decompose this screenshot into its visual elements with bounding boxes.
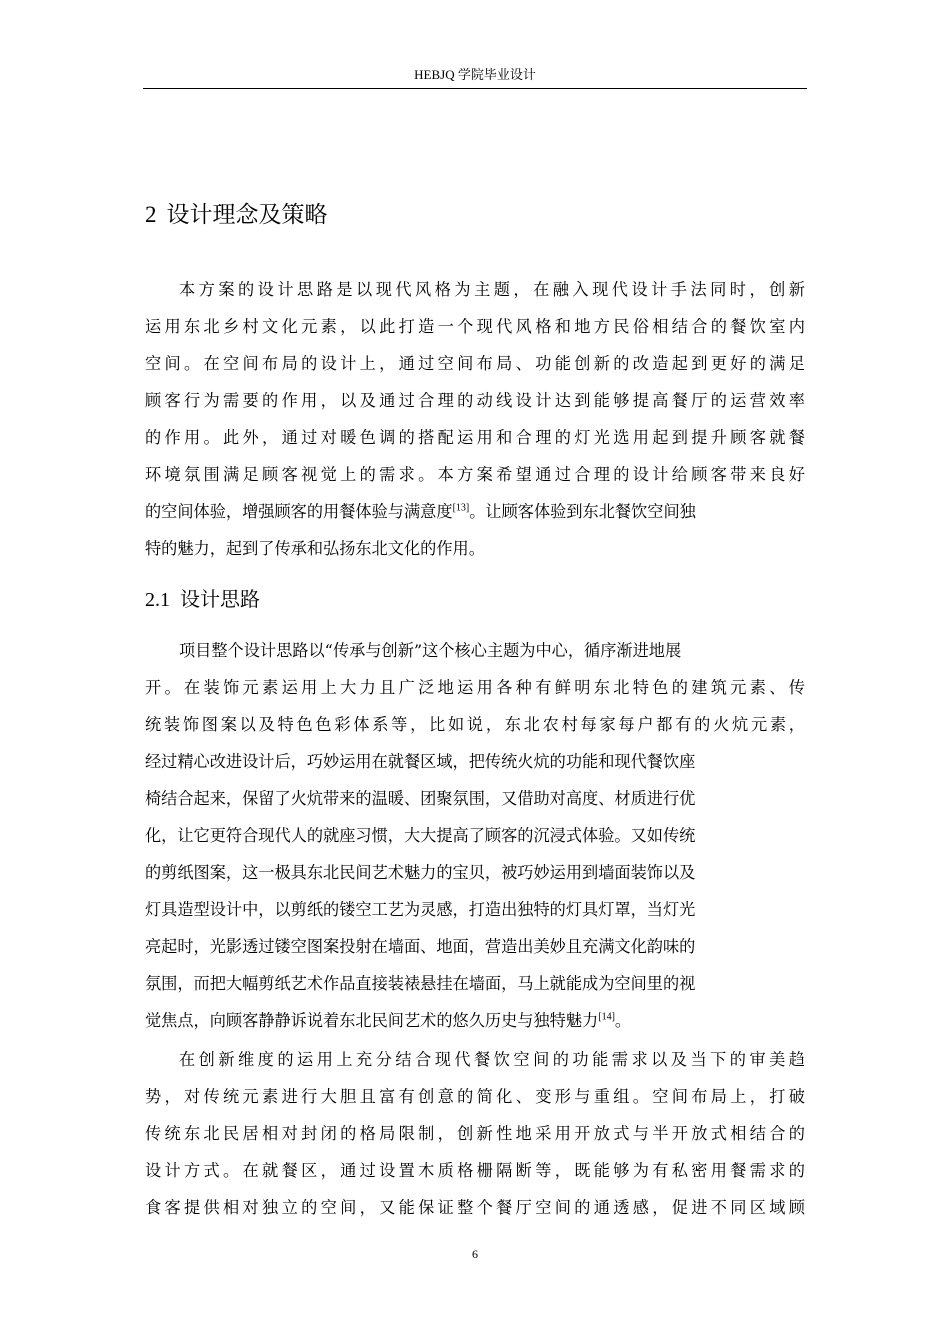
paragraph-line: 空间。在空间布局的设计上，通过空间布局、功能创新的改造起到更好的满足: [145, 354, 805, 373]
paragraph-design-idea: [145, 632, 805, 1039]
paragraph-line: [145, 1002, 805, 1039]
citation-marker: [13]: [452, 502, 470, 514]
paragraph-line: 设计方式。在就餐区，通过设置木质格栅隔断等，既能够为有私密用餐需求的: [145, 1161, 805, 1180]
paragraph-line: 的剪纸图案，这一极具东北民间艺术魅力的宝贝，被巧妙运用到墙面装饰以及: [145, 863, 696, 882]
paragraph-innovation: [145, 1041, 805, 1226]
chapter-number: 2: [145, 202, 157, 227]
section-number: 2.1: [145, 589, 170, 611]
paragraph-design-concept: [145, 271, 805, 567]
paragraph-line: 顾客行为需要的作用，以及通过合理的动线设计达到能够提高餐厅的运营效率: [145, 391, 805, 410]
paragraph-line: 亮起时，光影透过镂空图案投射在墙面、地面，营造出美妙且充满文化韵味的: [145, 937, 696, 956]
paragraph-line: 在创新维度的运用上充分结合现代餐饮空间的功能需求以及当下的审美趋: [179, 1050, 805, 1069]
paragraph-line: 环境氛围满足顾客视觉上的需求。本方案希望通过合理的设计给顾客带来良好: [145, 465, 805, 484]
paragraph-line: 的作用。此外，通过对暖色调的搭配运用和合理的灯光选用起到提升顾客就餐: [145, 428, 805, 447]
section-title-text: 设计思路: [180, 587, 260, 611]
citation-marker: [14]: [598, 1011, 615, 1023]
line-text: 。: [614, 1011, 632, 1030]
line-text: 的空间体验，增强顾客的用餐体验与满意度: [145, 502, 453, 521]
chapter-title-text: 设计理念及策略: [166, 202, 328, 228]
paragraph-line: 势，对传统元素进行大胆且富有创意的简化、变形与重组。空间布局上，打破: [145, 1087, 805, 1106]
paragraph-line: 灯具造型设计中，以剪纸的镂空工艺为灵感，打造出独特的灯具灯罩，当灯光: [145, 900, 696, 919]
paragraph-line: 开。在装饰元素运用上大力且广泛地运用各种有鲜明东北特色的建筑元素、传: [145, 678, 805, 697]
paragraph-line: 椅结合起来，保留了火炕带来的温暖、团聚氛围，又借助对高度、材质进行优: [145, 789, 696, 808]
paragraph-line: 传统东北民居相对封闭的格局限制，创新性地采用开放式与半开放式相结合的: [145, 1124, 805, 1143]
paragraph-line: 统装饰图案以及特色色彩体系等，比如说，东北农村每家每户都有的火炕元素，: [145, 715, 805, 734]
page-header: [143, 66, 807, 89]
section-title: [145, 582, 260, 617]
paragraph-line: 项目整个设计思路以“传承与创新”这个核心主题为中心，循序渐进地展: [179, 641, 682, 660]
paragraph-line: 本方案的设计思路是以现代风格为主题，在融入现代设计手法同时，创新: [179, 280, 805, 299]
line-text: 。让顾客体验到东北餐饮空间独: [469, 502, 696, 521]
paragraph-line: [145, 493, 805, 530]
paragraph-line: 食客提供相对独立的空间，又能保证整个餐厅空间的通透感，促进不同区域顾: [145, 1198, 805, 1217]
paragraph-line: 经过精心改进设计后，巧妙运用在就餐区域，把传统火炕的功能和现代餐饮座: [145, 752, 696, 771]
line-text: 觉焦点，向顾客静静诉说着东北民间艺术的悠久历史与独特魅力: [145, 1011, 599, 1030]
paragraph-line: 化，让它更符合现代人的就座习惯，大大提高了顾客的沉浸式体验。又如传统: [145, 826, 696, 845]
paragraph-line: 运用东北乡村文化元素，以此打造一个现代风格和地方民俗相结合的餐饮室内: [145, 317, 805, 336]
paragraph-line: 氛围，而把大幅剪纸艺术作品直接装裱悬挂在墙面，马上就能成为空间里的视: [145, 974, 696, 993]
header-text: HEBJQ 学院毕业设计: [414, 67, 536, 82]
page-number: 6: [472, 1247, 478, 1261]
chapter-title: [145, 197, 328, 233]
paragraph-line: 特的魅力，起到了传承和弘扬东北文化的作用。: [145, 539, 485, 558]
